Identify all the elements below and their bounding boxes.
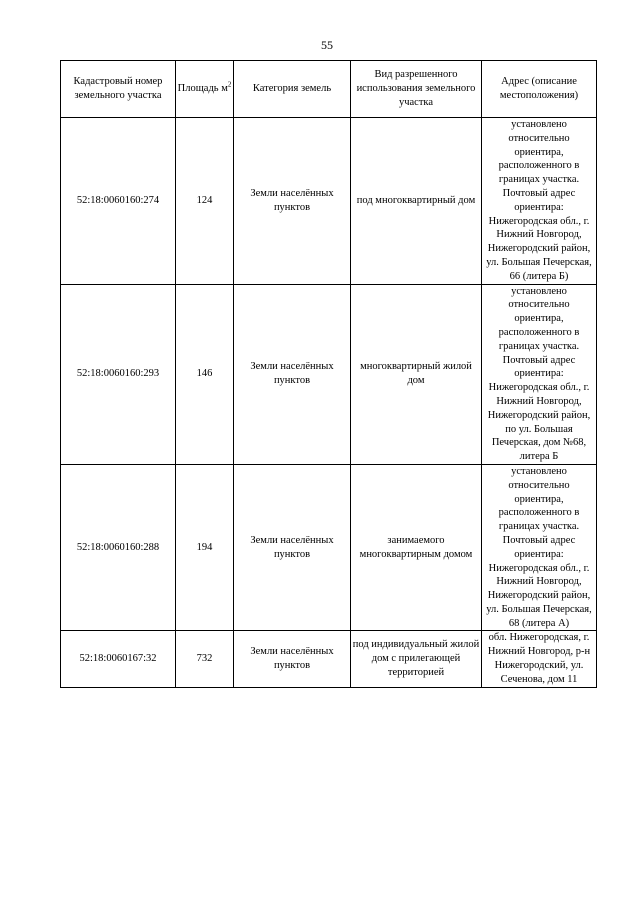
cell-address: установлено относительно ориентира, расположенного в границах участка. Почтовый адрес ориентира: Нижегородская обл., г. Нижний Новгород, Нижегородский район, ул. Большая Печерская, 68 (литера А) <box>482 464 597 631</box>
header-land-category: Категория земель <box>234 61 351 118</box>
cell-land-category: Земли населённых пунктов <box>234 284 351 464</box>
table-header-row <box>61 61 597 118</box>
cell-address: установлено относительно ориентира, расположенного в границах участка. Почтовый адрес ориентира: Нижегородская обл., г. Нижний Новгород, Нижегородский район, ул. Большая Печерская, 66 (литера Б) <box>482 118 597 285</box>
cell-cadastral-number: 52:18:0060167:32 <box>61 631 176 687</box>
page-number: 55 <box>321 38 333 52</box>
cell-permitted-use: под индивидуальный жилой дом с прилегающей территорией <box>351 631 482 687</box>
header-permitted-use: Вид разрешенного использования земельного участка <box>351 61 482 118</box>
cell-cadastral-number: 52:18:0060160:293 <box>61 284 176 464</box>
cell-permitted-use: занимаемого многоквартирным домом <box>351 464 482 631</box>
cell-land-category: Земли населённых пунктов <box>234 464 351 631</box>
cell-address: обл. Нижегородская, г. Нижний Новгород, р-н Нижегородский, ул. Сеченова, дом 11 <box>482 631 597 687</box>
header-area-label: Площадь м <box>177 83 228 95</box>
cell-area: 124 <box>176 118 234 285</box>
cell-address: установлено относительно ориентира, расположенного в границах участка. Почтовый адрес ориентира: Нижегородская обл., г. Нижний Новгород, Нижегородский район, по ул. Большая Печерская, дом №68, литера Б <box>482 284 597 464</box>
cell-area: 732 <box>176 631 234 687</box>
table-row <box>61 118 597 285</box>
header-address: Адрес (описание местоположения) <box>482 61 597 118</box>
table-row <box>61 284 597 464</box>
header-area <box>176 61 234 118</box>
cell-area: 146 <box>176 284 234 464</box>
cell-permitted-use: многоквартирный жилой дом <box>351 284 482 464</box>
header-area-superscript: 2 <box>227 80 232 89</box>
cell-area: 194 <box>176 464 234 631</box>
table-row <box>61 464 597 631</box>
cell-permitted-use: под многоквартирный дом <box>351 118 482 285</box>
cell-cadastral-number: 52:18:0060160:288 <box>61 464 176 631</box>
cell-land-category: Земли населённых пунктов <box>234 118 351 285</box>
land-plots-table <box>60 60 597 688</box>
cell-land-category: Земли населённых пунктов <box>234 631 351 687</box>
header-cadastral-number: Кадастровый номер земельного участка <box>61 61 176 118</box>
table-row <box>61 631 597 687</box>
cell-cadastral-number: 52:18:0060160:274 <box>61 118 176 285</box>
